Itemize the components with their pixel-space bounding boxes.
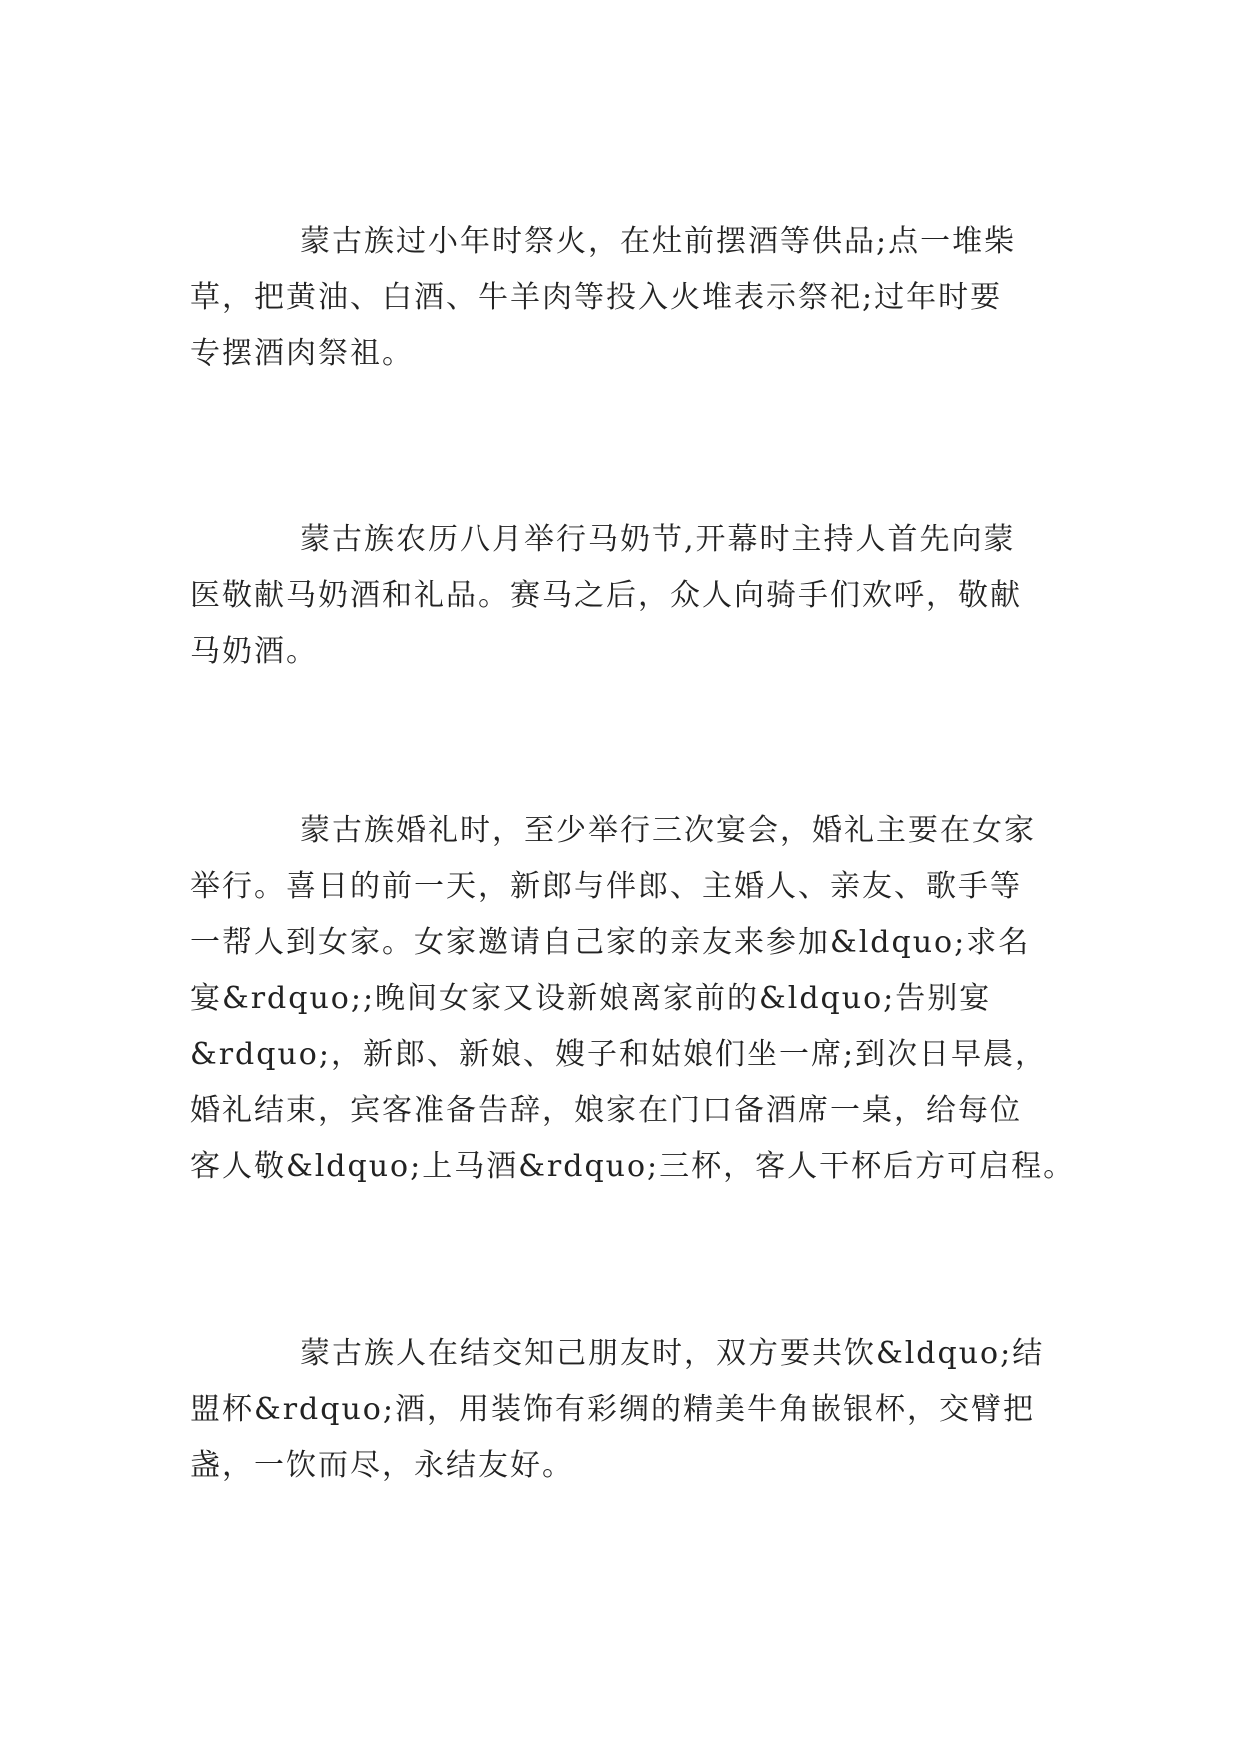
paragraph-line: 举行。喜日的前一天，新郎与伴郎、主婚人、亲友、歌手等 xyxy=(190,869,1022,904)
paragraph-mare-milk-festival xyxy=(190,512,1070,680)
paragraph-line: 医敬献马奶酒和礼品。赛马之后，众人向骑手们欢呼，敬献 xyxy=(190,578,1022,613)
paragraph-line: 婚礼结束，宾客准备告辞，娘家在门口备酒席一桌，给每位 xyxy=(190,1093,1022,1128)
paragraph-line: 盏，一饮而尽，永结友好。 xyxy=(190,1448,574,1483)
paragraph-line: &rdquo;，新郎、新娘、嫂子和姑娘们坐一席;到次日早晨， xyxy=(190,1037,1048,1072)
paragraph-line: 蒙古族农历八月举行马奶节,开幕时主持人首先向蒙 xyxy=(300,522,1016,557)
paragraph-line: 客人敬&ldquo;上马酒&rdquo;三杯，客人干杯后方可启程。 xyxy=(190,1149,1076,1184)
paragraph-wedding-customs xyxy=(190,803,1076,1195)
paragraph-line: 蒙古族过小年时祭火，在灶前摆酒等供品;点一堆柴 xyxy=(300,224,1017,259)
paragraph-line: 专摆酒肉祭祖。 xyxy=(190,336,414,371)
paragraph-line: 蒙古族人在结交知己朋友时，双方要共饮&ldquo;结 xyxy=(300,1336,1045,1371)
paragraph-line: 盟杯&rdquo;酒，用装饰有彩绸的精美牛角嵌银杯，交臂把 xyxy=(190,1392,1035,1427)
paragraph-friendship-cup xyxy=(190,1326,1070,1494)
paragraph-line: 宴&rdquo;;晚间女家又设新娘离家前的&ldquo;告别宴 xyxy=(190,981,992,1016)
paragraph-line: 马奶酒。 xyxy=(190,634,318,669)
paragraph-fire-offering xyxy=(190,214,1070,382)
paragraph-line: 蒙古族婚礼时，至少举行三次宴会，婚礼主要在女家 xyxy=(300,813,1036,848)
paragraph-line: 一帮人到女家。女家邀请自己家的亲友来参加&ldquo;求名 xyxy=(190,925,1031,960)
paragraph-line: 草，把黄油、白酒、牛羊肉等投入火堆表示祭祀;过年时要 xyxy=(190,280,1003,315)
